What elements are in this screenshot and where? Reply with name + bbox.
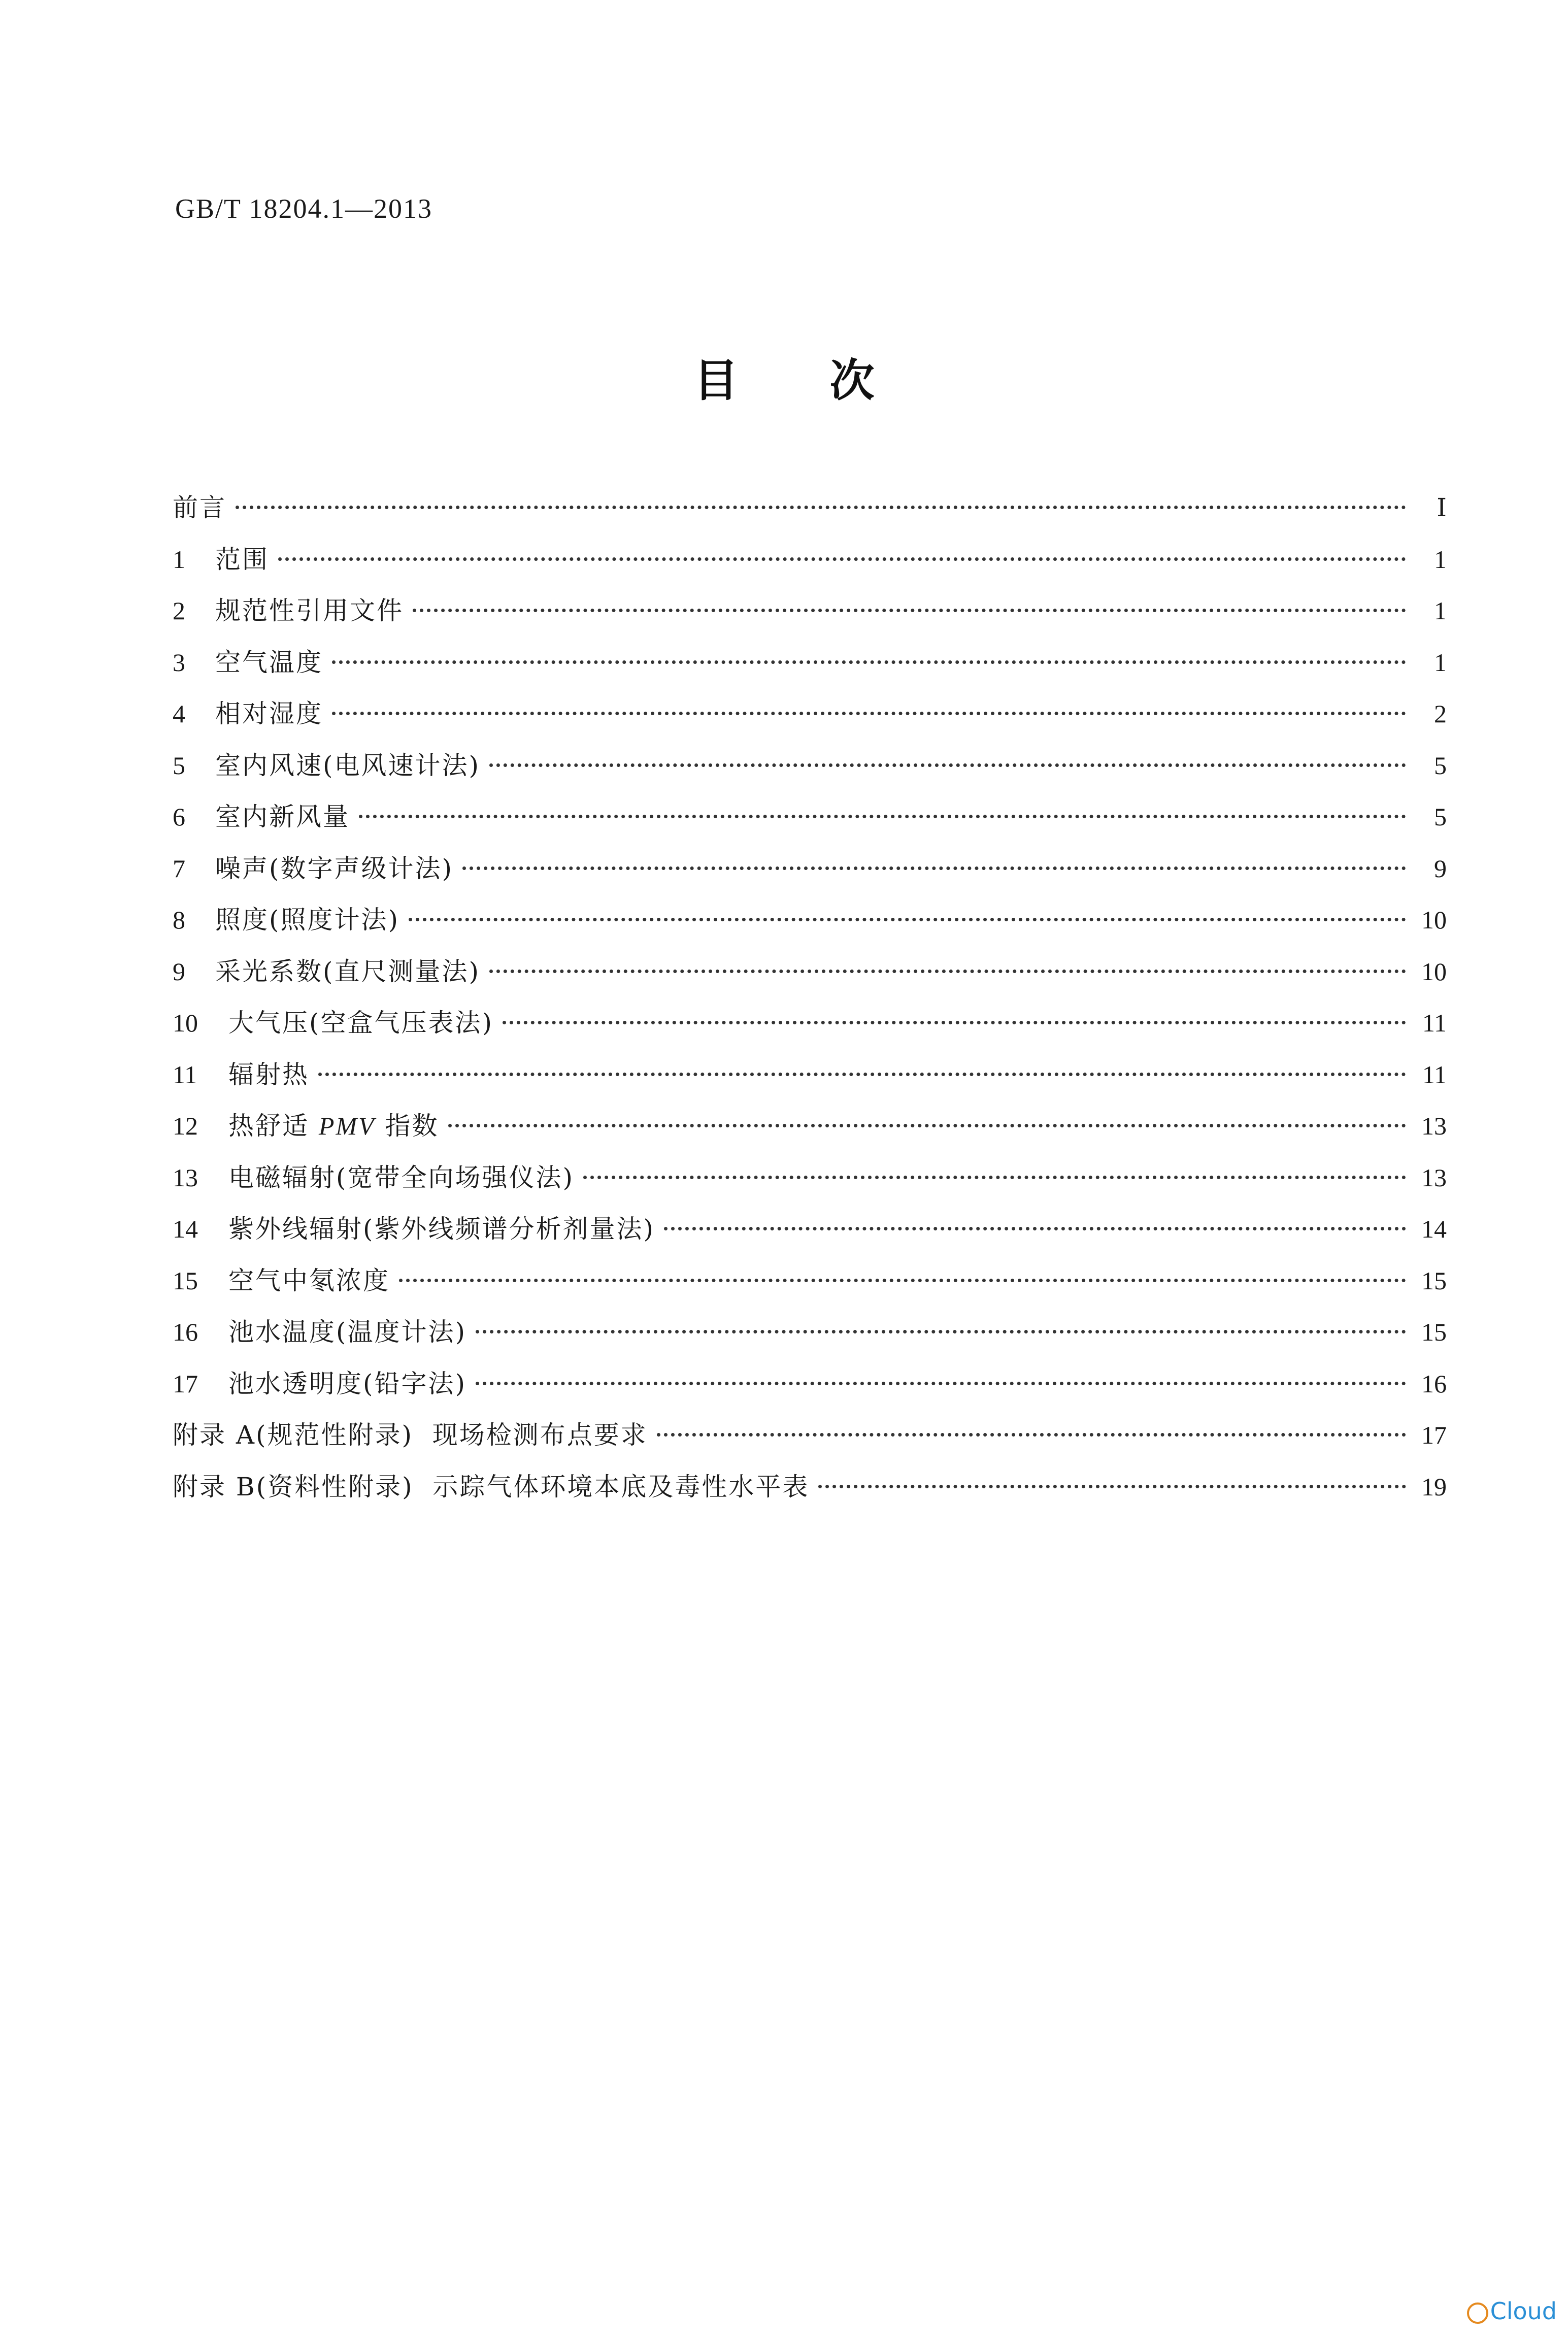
toc-leader <box>448 1124 1406 1127</box>
toc-entry-number: 1 <box>173 545 185 574</box>
toc-entry-page: 15 <box>1421 1266 1447 1295</box>
toc-entry-page: Ⅰ <box>1437 493 1447 522</box>
toc-title: 目次 <box>693 354 966 407</box>
toc-entry-label: 空气温度 <box>215 647 323 677</box>
toc-entry-label-pre: 热舒适 <box>228 1111 319 1141</box>
toc-leader <box>489 970 1406 973</box>
toc-entry-page: 5 <box>1434 751 1447 780</box>
toc-entry-page: 16 <box>1421 1369 1447 1398</box>
toc-leader <box>359 815 1406 818</box>
toc-entry-13[interactable] <box>173 1152 1447 1204</box>
toc-entry-number: 3 <box>173 648 185 677</box>
toc-entry-label: 附录 A(规范性附录) 现场检测布点要求 <box>173 1420 648 1450</box>
watermark <box>1467 2297 1557 2325</box>
toc-entry-foreword[interactable] <box>173 482 1447 534</box>
toc-entry-12[interactable] <box>173 1100 1447 1152</box>
toc-entry-page: 1 <box>1434 596 1447 625</box>
toc-entry-number: 7 <box>173 854 185 883</box>
toc-entry-number: 14 <box>173 1215 198 1243</box>
toc-entry-label: 规范性引用文件 <box>215 596 404 625</box>
toc-leader <box>462 866 1406 870</box>
toc-entry-page: 9 <box>1434 854 1447 883</box>
toc-entry-number: 12 <box>173 1112 198 1140</box>
toc-entry-10[interactable] <box>173 997 1447 1049</box>
toc-entry-16[interactable] <box>173 1307 1447 1358</box>
toc-entry-page: 17 <box>1421 1421 1447 1449</box>
toc-leader <box>332 712 1406 715</box>
toc-entry-label: 空气中氡浓度 <box>228 1265 390 1295</box>
toc-entry-label: 照度(照度计法) <box>215 905 400 935</box>
toc-entry-page: 1 <box>1434 648 1447 677</box>
toc-entry-page: 11 <box>1422 1009 1447 1037</box>
toc-entry-label: 前言 <box>173 493 226 522</box>
watermark-text: Cloud <box>1490 2297 1557 2325</box>
cloud-logo-icon <box>1467 2302 1488 2324</box>
toc-entry-9[interactable] <box>173 946 1447 998</box>
toc-entry-page: 5 <box>1434 803 1447 831</box>
toc-entry-number: 17 <box>173 1369 198 1398</box>
toc-entry-label: 电磁辐射(宽带全向场强仪法) <box>228 1162 575 1192</box>
toc-leader <box>503 1021 1406 1024</box>
toc-entry-number: 2 <box>173 596 185 625</box>
toc-leader <box>332 660 1406 664</box>
toc-entry-label <box>228 1100 439 1152</box>
toc-leader <box>476 1382 1406 1385</box>
toc-entry-page: 11 <box>1422 1060 1447 1089</box>
toc-entry-label-post: 指数 <box>375 1111 439 1141</box>
toc-entry-17[interactable] <box>173 1358 1447 1410</box>
toc-entry-14[interactable] <box>173 1204 1447 1255</box>
toc-entry-number: 10 <box>173 1009 198 1037</box>
toc-leader <box>236 506 1406 509</box>
toc-leader <box>318 1073 1406 1076</box>
toc-entry-number: 6 <box>173 803 185 831</box>
toc-list <box>173 482 1447 1513</box>
toc-entry-label: 辐射热 <box>228 1059 309 1089</box>
toc-entry-page: 13 <box>1421 1112 1447 1140</box>
doc-code: GB/T 18204.1—2013 <box>175 193 433 224</box>
toc-entry-number: 11 <box>173 1060 197 1089</box>
toc-entry-appendix-b[interactable] <box>173 1461 1447 1513</box>
toc-entry-label: 室内新风量 <box>215 802 350 831</box>
toc-entry-page: 1 <box>1434 545 1447 574</box>
toc-entry-label: 池水透明度(铅字法) <box>228 1369 467 1398</box>
toc-entry-6[interactable] <box>173 791 1447 843</box>
toc-entry-label: 池水温度(温度计法) <box>228 1317 467 1347</box>
toc-entry-5[interactable] <box>173 740 1447 792</box>
toc-entry-number: 5 <box>173 751 185 780</box>
toc-leader <box>409 918 1406 921</box>
toc-entry-number: 16 <box>173 1318 198 1346</box>
toc-entry-11[interactable] <box>173 1049 1447 1101</box>
toc-entry-label: 大气压(空盒气压表法) <box>228 1008 494 1038</box>
toc-leader <box>399 1279 1406 1282</box>
toc-leader <box>657 1433 1406 1437</box>
toc-entry-8[interactable] <box>173 894 1447 946</box>
toc-leader <box>583 1176 1406 1179</box>
toc-entry-number: 8 <box>173 906 185 934</box>
toc-entry-label: 室内风速(电风速计法) <box>215 750 481 780</box>
toc-entry-page: 13 <box>1421 1163 1447 1192</box>
toc-entry-page: 15 <box>1421 1318 1447 1346</box>
toc-entry-label: 附录 B(资料性附录) 示踪气体环境本底及毒性水平表 <box>173 1472 810 1501</box>
toc-entry-page: 10 <box>1421 957 1447 986</box>
toc-entry-label: 范围 <box>215 544 269 574</box>
toc-leader <box>278 557 1406 561</box>
toc-entry-appendix-a[interactable] <box>173 1410 1447 1461</box>
toc-leader <box>476 1330 1406 1333</box>
toc-entry-label: 采光系数(直尺测量法) <box>215 956 481 986</box>
toc-entry-15[interactable] <box>173 1255 1447 1307</box>
toc-entry-7[interactable] <box>173 843 1447 895</box>
toc-leader <box>413 609 1406 612</box>
toc-entry-4[interactable] <box>173 688 1447 740</box>
toc-entry-label-italic: PMV <box>318 1112 376 1140</box>
toc-entry-label: 噪声(数字声级计法) <box>215 853 454 883</box>
toc-leader <box>664 1227 1406 1230</box>
toc-entry-1[interactable] <box>173 534 1447 586</box>
toc-entry-number: 4 <box>173 699 185 728</box>
toc-leader <box>489 763 1406 767</box>
toc-entry-page: 10 <box>1421 906 1447 934</box>
toc-leader <box>818 1485 1406 1488</box>
toc-entry-page: 19 <box>1421 1472 1447 1501</box>
toc-entry-label: 紫外线辐射(紫外线频谱分析剂量法) <box>228 1214 655 1244</box>
toc-entry-number: 13 <box>173 1163 198 1192</box>
toc-entry-page: 2 <box>1434 699 1447 728</box>
toc-entry-page: 14 <box>1421 1215 1447 1243</box>
toc-entry-2[interactable] <box>173 585 1447 637</box>
toc-entry-3[interactable] <box>173 637 1447 689</box>
toc-entry-number: 9 <box>173 957 185 986</box>
toc-entry-number: 15 <box>173 1266 198 1295</box>
toc-entry-label: 相对湿度 <box>215 699 323 728</box>
